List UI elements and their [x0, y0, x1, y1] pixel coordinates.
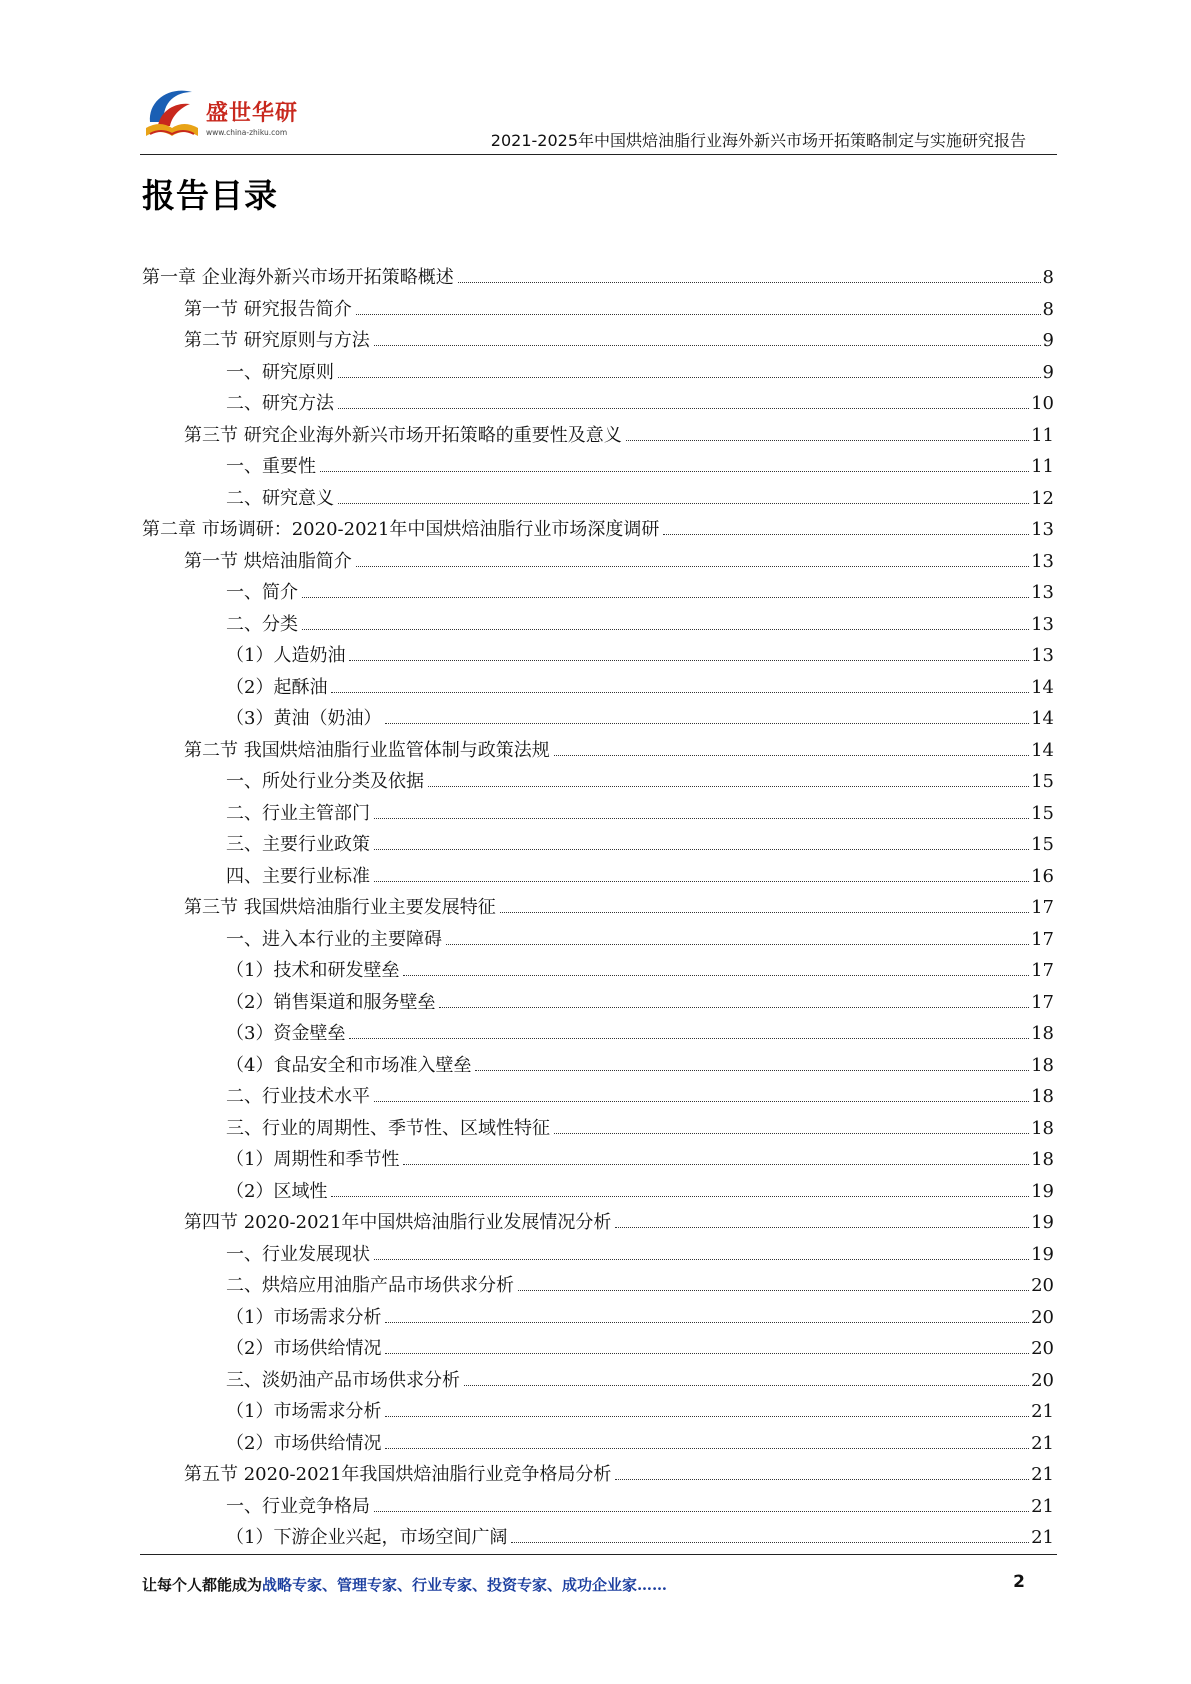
- toc-entry-page: 11: [1031, 456, 1054, 477]
- toc-entry-page: 20: [1031, 1306, 1054, 1328]
- toc-entry-page: 11: [1031, 424, 1054, 446]
- toc-entry[interactable]: [142, 829, 1054, 861]
- toc-dot-leader: [446, 944, 1029, 945]
- header-divider: [140, 154, 1057, 155]
- toc-entry[interactable]: [142, 546, 1054, 578]
- toc-entry-title: 第三节 我国烘焙油脂行业主要发展特征: [184, 897, 496, 918]
- toc-dot-leader: [615, 1479, 1029, 1480]
- toc-entry[interactable]: [142, 735, 1054, 767]
- footer-slogan-prefix: 让每个人都能成为: [142, 1576, 263, 1594]
- toc-entry-page: 18: [1031, 1054, 1054, 1076]
- toc-entry-page: 9: [1042, 330, 1054, 351]
- toc-entry[interactable]: [142, 1113, 1054, 1145]
- toc-entry[interactable]: [142, 1428, 1054, 1460]
- toc-entry[interactable]: [142, 325, 1054, 357]
- toc-entry-page: 15: [1031, 802, 1054, 824]
- toc-entry-page: 20: [1031, 1338, 1054, 1359]
- toc-entry[interactable]: [142, 483, 1054, 515]
- toc-entry-title: 第四节 2020-2021年中国烘焙油脂行业发展情况分析: [184, 1212, 612, 1233]
- toc-entry[interactable]: [142, 640, 1054, 672]
- toc-entry-title: 三、淡奶油产品市场供求分析: [226, 1369, 460, 1391]
- toc-entry-title: （1）市场需求分析: [226, 1401, 382, 1422]
- toc-entry[interactable]: [142, 766, 1054, 798]
- toc-entry[interactable]: [142, 1207, 1054, 1239]
- toc-entry-page: 8: [1042, 267, 1054, 288]
- toc-entry-page: 14: [1031, 739, 1054, 761]
- toc-entry-page: 19: [1031, 1180, 1054, 1202]
- toc-entry-title: 第五节 2020-2021年我国烘焙油脂行业竞争格局分析: [184, 1464, 612, 1485]
- toc-entry-page: 16: [1031, 865, 1054, 887]
- toc-entry-title: 三、行业的周期性、季节性、区域性特征: [226, 1117, 550, 1139]
- toc-entry[interactable]: [142, 420, 1054, 452]
- toc-entry-title: （3）资金壁垒: [226, 1023, 346, 1044]
- toc-entry-page: 21: [1031, 1464, 1054, 1485]
- toc-entry-title: （1）下游企业兴起，市场空间广阔: [226, 1527, 508, 1548]
- toc-entry[interactable]: [142, 955, 1054, 987]
- toc-dot-leader: [374, 881, 1029, 882]
- toc-dot-leader: [439, 1007, 1029, 1008]
- toc-entry-title: （4）食品安全和市场准入壁垒: [226, 1054, 472, 1076]
- toc-dot-leader: [428, 786, 1029, 787]
- toc-dot-leader: [464, 1385, 1029, 1386]
- toc-entry[interactable]: [142, 1050, 1054, 1082]
- toc-entry[interactable]: [142, 1396, 1054, 1428]
- toc-entry-title: 一、行业竞争格局: [226, 1495, 370, 1517]
- toc-entry-page: 20: [1031, 1275, 1054, 1296]
- toc-entry[interactable]: [142, 1522, 1054, 1554]
- toc-entry[interactable]: [142, 1176, 1054, 1208]
- toc-entry-page: 13: [1031, 582, 1054, 603]
- toc-entry-title: （1）市场需求分析: [226, 1306, 382, 1328]
- toc-entry-title: 第一节 烘焙油脂简介: [184, 550, 352, 572]
- toc-entry[interactable]: [142, 1491, 1054, 1523]
- toc-dot-leader: [374, 1259, 1029, 1260]
- toc-entry-page: 18: [1031, 1086, 1054, 1107]
- brand-name: 盛世华研: [206, 101, 299, 126]
- toc-entry-page: 14: [1031, 676, 1054, 698]
- toc-entry[interactable]: [142, 294, 1054, 326]
- toc-entry[interactable]: [142, 388, 1054, 420]
- toc-entry-title: 一、所处行业分类及依据: [226, 771, 424, 792]
- toc-dot-leader: [385, 1416, 1029, 1417]
- footer-slogan: [142, 1574, 667, 1595]
- toc-dot-leader: [385, 1353, 1029, 1354]
- toc-entry-title: 一、进入本行业的主要障碍: [226, 928, 442, 950]
- toc-entry-title: 一、简介: [226, 582, 298, 603]
- toc-entry-title: （3）黄油（奶油）: [226, 708, 382, 729]
- toc-entry-title: 第二节 研究原则与方法: [184, 330, 370, 351]
- swoosh-book-logo-icon: [140, 82, 204, 144]
- toc-entry-page: 17: [1031, 960, 1054, 981]
- toc-dot-leader: [349, 660, 1029, 661]
- footer-divider: [140, 1554, 1057, 1555]
- toc-dot-leader: [385, 1448, 1029, 1449]
- toc-entry-page: 18: [1031, 1149, 1054, 1170]
- toc-dot-leader: [374, 345, 1041, 346]
- toc-entry[interactable]: [142, 1144, 1054, 1176]
- toc-dot-leader: [302, 629, 1029, 630]
- toc-dot-leader: [500, 912, 1029, 913]
- toc-entry-title: 第一章 企业海外新兴市场开拓策略概述: [142, 267, 454, 288]
- toc-entry-title: 二、研究方法: [226, 393, 334, 414]
- toc-entry-page: 13: [1031, 613, 1054, 635]
- toc-entry[interactable]: [142, 609, 1054, 641]
- toc-dot-leader: [663, 534, 1029, 535]
- toc-entry[interactable]: [142, 1270, 1054, 1302]
- toc-entry-title: 四、主要行业标准: [226, 865, 370, 887]
- toc-entry-title: （2）销售渠道和服务壁垒: [226, 991, 436, 1013]
- toc-dot-leader: [338, 503, 1029, 504]
- toc-dot-leader: [374, 849, 1029, 850]
- toc-entry[interactable]: [142, 798, 1054, 830]
- toc-entry-title: 一、研究原则: [226, 361, 334, 383]
- toc-entry-page: 15: [1031, 834, 1054, 855]
- report-title: 2021-2025年中国烘焙油脂行业海外新兴市场开拓策略制定与实施研究报告: [490, 131, 1026, 150]
- toc-dot-leader: [338, 377, 1041, 378]
- toc-entry-page: 8: [1042, 298, 1054, 320]
- toc-entry-page: 17: [1031, 928, 1054, 950]
- toc-dot-leader: [554, 755, 1029, 756]
- page-title: 报告目录: [142, 176, 278, 215]
- toc-entry-title: 第二章 市场调研：2020-2021年中国烘焙油脂行业市场深度调研: [142, 519, 660, 540]
- toc-dot-leader: [385, 723, 1029, 724]
- toc-entry[interactable]: [142, 451, 1054, 483]
- toc-entry-page: 9: [1042, 361, 1054, 383]
- toc-entry[interactable]: [142, 262, 1054, 294]
- toc-entry-title: 第一节 研究报告简介: [184, 298, 352, 320]
- toc-entry[interactable]: [142, 514, 1054, 546]
- toc-dot-leader: [458, 282, 1041, 283]
- toc-dot-leader: [615, 1227, 1029, 1228]
- toc-dot-leader: [626, 440, 1029, 441]
- toc-entry[interactable]: [142, 861, 1054, 893]
- toc-entry-page: 14: [1031, 708, 1054, 729]
- toc-dot-leader: [349, 1038, 1029, 1039]
- page-number: 2: [1013, 1572, 1025, 1592]
- toc-entry-page: 18: [1031, 1023, 1054, 1044]
- toc-entry-page: 21: [1031, 1432, 1054, 1454]
- toc-entry-page: 17: [1031, 991, 1054, 1013]
- toc-entry-title: 二、烘焙应用油脂产品市场供求分析: [226, 1275, 514, 1296]
- toc-entry-page: 19: [1031, 1212, 1054, 1233]
- toc-entry-title: （2）市场供给情况: [226, 1338, 382, 1359]
- toc-entry-title: 一、重要性: [226, 456, 316, 477]
- toc-entry-title: （1）技术和研发壁垒: [226, 960, 400, 981]
- toc-dot-leader: [338, 408, 1029, 409]
- toc-dot-leader: [302, 597, 1029, 598]
- toc-entry-page: 19: [1031, 1243, 1054, 1265]
- toc-entry-title: 第三节 研究企业海外新兴市场开拓策略的重要性及意义: [184, 424, 622, 446]
- toc-dot-leader: [374, 1511, 1029, 1512]
- toc-entry[interactable]: [142, 672, 1054, 704]
- toc-entry-page: 21: [1031, 1401, 1054, 1422]
- toc-entry-page: 12: [1031, 487, 1054, 509]
- toc-entry[interactable]: [142, 1239, 1054, 1271]
- footer-slogan-highlight: 战略专家、管理专家、行业专家、投资专家、成功企业家……: [262, 1576, 668, 1594]
- table-of-contents: [142, 262, 1054, 1554]
- toc-dot-leader: [518, 1290, 1029, 1291]
- toc-entry-page: 21: [1031, 1527, 1054, 1548]
- toc-entry-title: （2）市场供给情况: [226, 1432, 382, 1454]
- toc-entry-title: 第二节 我国烘焙油脂行业监管体制与政策法规: [184, 739, 550, 761]
- toc-dot-leader: [403, 975, 1029, 976]
- brand-logo: [140, 82, 310, 152]
- toc-entry[interactable]: [142, 357, 1054, 389]
- toc-entry[interactable]: [142, 1365, 1054, 1397]
- toc-entry-page: 18: [1031, 1117, 1054, 1139]
- toc-entry[interactable]: [142, 577, 1054, 609]
- toc-dot-leader: [403, 1164, 1029, 1165]
- toc-entry-title: （2）区域性: [226, 1180, 328, 1202]
- toc-entry-title: 二、研究意义: [226, 487, 334, 509]
- toc-dot-leader: [356, 314, 1041, 315]
- toc-entry-page: 15: [1031, 771, 1054, 792]
- toc-entry-page: 13: [1031, 645, 1054, 666]
- toc-entry[interactable]: [142, 1333, 1054, 1365]
- toc-entry-title: （1）人造奶油: [226, 645, 346, 666]
- toc-entry[interactable]: [142, 987, 1054, 1019]
- toc-entry-title: 二、分类: [226, 613, 298, 635]
- toc-dot-leader: [374, 1101, 1029, 1102]
- brand-url: www.china-zhiku.com: [206, 128, 288, 137]
- toc-entry-title: （2）起酥油: [226, 676, 328, 698]
- toc-entry-title: 二、行业主管部门: [226, 802, 370, 824]
- toc-entry[interactable]: [142, 1459, 1054, 1491]
- toc-entry[interactable]: [142, 1302, 1054, 1334]
- toc-dot-leader: [320, 471, 1029, 472]
- toc-entry-page: 20: [1031, 1369, 1054, 1391]
- toc-entry[interactable]: [142, 892, 1054, 924]
- toc-entry[interactable]: [142, 1018, 1054, 1050]
- toc-entry-title: 二、行业技术水平: [226, 1086, 370, 1107]
- toc-entry-page: 17: [1031, 897, 1054, 918]
- toc-entry-title: （1）周期性和季节性: [226, 1149, 400, 1170]
- toc-dot-leader: [331, 1196, 1029, 1197]
- toc-entry-page: 10: [1031, 393, 1054, 414]
- toc-entry[interactable]: [142, 703, 1054, 735]
- toc-entry-page: 13: [1031, 519, 1054, 540]
- toc-entry[interactable]: [142, 1081, 1054, 1113]
- toc-dot-leader: [331, 692, 1029, 693]
- toc-entry[interactable]: [142, 924, 1054, 956]
- toc-entry-title: 一、行业发展现状: [226, 1243, 370, 1265]
- toc-entry-page: 13: [1031, 550, 1054, 572]
- toc-dot-leader: [356, 566, 1029, 567]
- toc-dot-leader: [554, 1133, 1029, 1134]
- toc-dot-leader: [475, 1070, 1029, 1071]
- toc-entry-page: 21: [1031, 1495, 1054, 1517]
- toc-dot-leader: [385, 1322, 1029, 1323]
- toc-dot-leader: [511, 1542, 1029, 1543]
- toc-dot-leader: [374, 818, 1029, 819]
- toc-entry-title: 三、主要行业政策: [226, 834, 370, 855]
